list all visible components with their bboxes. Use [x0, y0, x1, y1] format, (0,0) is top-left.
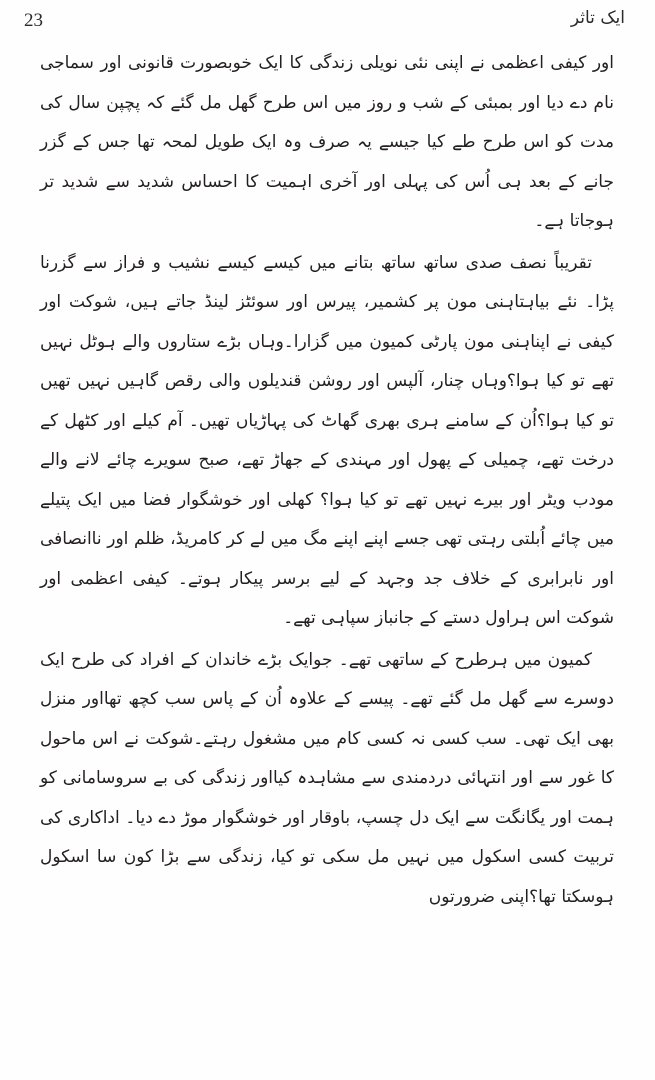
body-text: [40, 44, 614, 917]
paragraph-3: کمیون میں ہرطرح کے ساتھی تھے۔ جوایک بڑے خاندان کے افراد کی طرح ایک دوسرے سے گھل مل گئے تھے۔ پیسے کے علاوہ اُن کے پاس سب کچھ تھااور منزل بھی ایک تھی۔ سب کسی نہ کسی کام میں مشغول رہتے۔شوکت نے اس ماحول کا غور سے اور انتہائی دردمندی سے مشاہدہ کیااور زندگی کی بے سروسامانی کو ہمت اور یگانگت سے ایک دل چسپ، باوقار اور خوشگوار موڑ دے دیا۔ اداکاری کی تربیت کسی اسکول میں نہیں مل سکی تو کیا، زندگی سے بڑا کون سا اسکول ہوسکتا تھا؟اپنی ضرورتوں: [40, 649, 614, 907]
paragraph-1: اور کیفی اعظمی نے اپنی نئی نویلی زندگی کا ایک خوبصورت قانونی اور سماجی نام دے دیا اور بمبئی کے شب و روز میں اس طرح گھل مل گئے کہ پچپن سال کی مدت کو اس طرح طے کیا جیسے یہ صرف وہ ایک طویل لمحہ تھا جس کے گزر جانے کے بعد ہی اُس کی پہلی اور آخری اہمیت کا احساس شدید سے شدید تر ہوجاتا ہے۔: [40, 53, 614, 231]
page-number: 23: [24, 10, 43, 31]
paragraph-2: تقریباً نصف صدی ساتھ ساتھ بتانے میں کیسے کیسے نشیب و فراز سے گزرنا پڑا۔ نئے بیاہتاہنی مون پر کشمیر، پیرس اور سوئٹز لینڈ جاتے ہیں، شوکت اور کیفی نے اپناہنی مون پارٹی کمیون میں گزارا۔وہاں بڑے ستاروں والے ہوٹل نہیں تھے تو کیا ہوا؟وہاں چنار، آلپس اور روشن قندیلوں والی رقص گاہیں نہیں تھیں تو کیا ہوا؟اُن کے سامنے ہری بھری گھاٹ کی پہاڑیاں تھیں۔ آم کیلے اور کٹھل کے درخت تھے، چمیلی کے پھول اور مہندی کے جھاڑ تھے، صبح سویرے چائے لانے والے مودب ویٹر اور بیرے نہیں تھے تو کیا ہوا؟ کھلی اور خوشگوار فضا میں ایک پتیلے میں چائے اُبلتی رہتی تھی جسے اپنے اپنے مگ میں لے کر کامریڈ، ظلم اور ناانصافی اور نابرابری کے خلاف جد وجہد کے لیے برسر پیکار ہوتے۔ کیفی اعظمی اور شوکت اس ہراول دستے کے جانباز سپاہی تھے۔: [40, 252, 614, 628]
running-title: ایک تاثر: [570, 8, 625, 28]
page-header: [20, 6, 625, 36]
